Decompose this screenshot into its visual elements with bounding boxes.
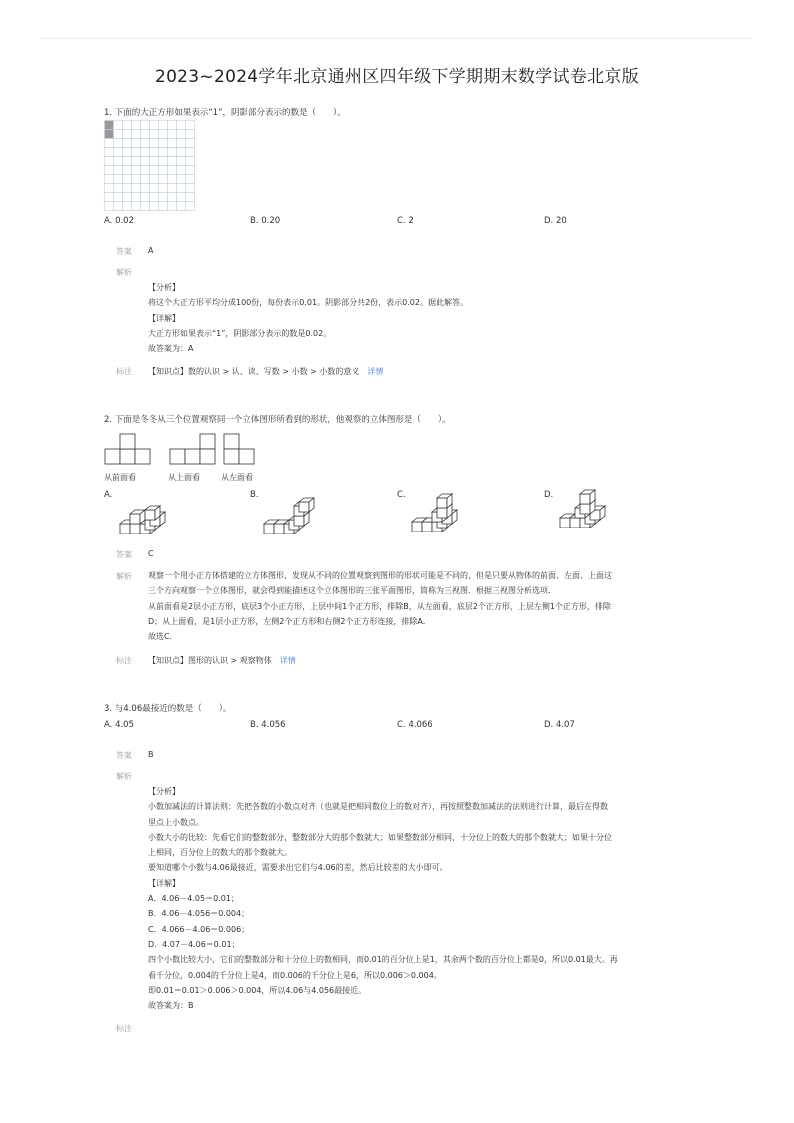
grid-cell <box>114 157 123 166</box>
grid-cell <box>177 193 186 202</box>
q1-option-b[interactable]: B. 0.20 <box>250 216 281 226</box>
grid-cell <box>141 166 150 175</box>
grid-cell <box>168 184 177 193</box>
q2-option-b[interactable]: B. <box>250 490 259 500</box>
grid-cell <box>123 130 132 139</box>
tag-label: 标注 <box>116 656 132 665</box>
analysis-line: 上相同，百分位上的数大的那个数就大。 <box>148 848 292 858</box>
grid-cell <box>177 157 186 166</box>
grid-cell <box>141 148 150 157</box>
shaded-cell <box>105 121 114 130</box>
analysis-line: 大正方形如果表示“1”，阴影部分表示的数是0.02。 <box>148 328 332 338</box>
grid-cell <box>159 157 168 166</box>
q2-option-c[interactable]: C. <box>397 490 406 500</box>
grid-cell <box>186 202 195 211</box>
grid-cell <box>150 193 159 202</box>
q3-option-a[interactable]: A. 4.05 <box>104 720 134 730</box>
grid-cell <box>186 166 195 175</box>
grid-cell <box>123 166 132 175</box>
grid-cell <box>114 193 123 202</box>
detail-link[interactable]: 详情 <box>279 656 296 665</box>
analysis-line: 【详解】 <box>148 878 180 888</box>
answer-label: 答案 <box>116 247 132 256</box>
grid-figure <box>104 120 200 212</box>
cube-face <box>437 498 447 508</box>
grid-cell <box>132 166 141 175</box>
analysis-line: 里点上小数点。 <box>148 817 204 827</box>
analysis-line: D；从上面看，是1层小正方形，左侧2个正方形和右侧2个正方形连接，排除A． <box>148 616 431 626</box>
analysis-line: 故选C． <box>148 632 178 642</box>
answer-value: A <box>148 246 154 255</box>
analysis-line: 要知道哪个小数与4.06最接近，需要求出它们与4.06的差，然后比较差的大小即可。 <box>148 863 448 873</box>
grid-cell <box>159 166 168 175</box>
analysis-line: 故答案为：B <box>148 1001 194 1011</box>
grid-cell <box>141 139 150 148</box>
grid-cell <box>168 157 177 166</box>
analysis-line: 将这个大正方形平均分成100份，每份表示0.01。阴影部分共2份，表示0.02。据此解答。 <box>148 298 468 308</box>
grid-cell <box>186 175 195 184</box>
answer-label: 答案 <box>116 751 132 760</box>
analysis-label: 解析 <box>116 268 132 277</box>
grid-cell <box>123 121 132 130</box>
grid-cell <box>168 121 177 130</box>
grid-cell <box>150 184 159 193</box>
grid-cell <box>123 148 132 157</box>
grid-cell <box>150 121 159 130</box>
grid-cell <box>159 193 168 202</box>
grid-cell <box>177 139 186 148</box>
grid-cell <box>123 193 132 202</box>
grid-cell <box>150 148 159 157</box>
grid-cell <box>132 139 141 148</box>
grid-cell <box>132 130 141 139</box>
grid-cell <box>159 121 168 130</box>
tag-label: 标注 <box>116 367 132 376</box>
grid-cell <box>150 175 159 184</box>
analysis-line: 小数加减法的计算法则：先把各数的小数点对齐（也就是把相同数位上的数对齐），再按照整数加减法的法则进行计算，最后在得数 <box>148 802 608 812</box>
grid-cell <box>168 166 177 175</box>
analysis-line: D．4.07－4.06＝0.01； <box>148 939 240 949</box>
grid-cell <box>168 193 177 202</box>
grid-cell <box>186 193 195 202</box>
analysis-line: 观察一个用小正方体搭建的立方体图形，发现从不同的位置观察到图形的形状可能是不同的，但是只要从物体的前面、左面、上面这 <box>148 571 612 580</box>
grid-cell <box>123 175 132 184</box>
cube-face <box>570 518 580 528</box>
grid-cell <box>150 139 159 148</box>
shaded-cell <box>105 130 114 139</box>
grid-cell <box>132 148 141 157</box>
grid-cell <box>177 166 186 175</box>
grid-cell <box>132 184 141 193</box>
analysis-line: 四个小数比较大小，它们的整数部分和十分位上的数相同，而0.01的百分位上是1，其余两个数的百分位上都是0，所以0.01最大。再 <box>148 955 618 965</box>
grid-cell <box>114 175 123 184</box>
grid-cell <box>132 202 141 211</box>
grid-cell <box>159 139 168 148</box>
analysis-line: 看千分位，0.004的千分位上是4，而0.006的千分位上是6，所以0.006＞0.004。 <box>148 970 442 980</box>
grid-cell <box>141 130 150 139</box>
grid-cell <box>105 175 114 184</box>
analysis-text <box>148 280 678 356</box>
cube-face <box>120 524 130 534</box>
grid-cell <box>177 130 186 139</box>
analysis-line: 故答案为：A <box>148 344 194 354</box>
page-title: 2023~2024学年北京通州区四年级下学期期末数学试卷北京版 <box>154 67 640 87</box>
cube-face <box>130 524 140 534</box>
answer-label: 答案 <box>116 550 132 559</box>
grid-cell <box>114 148 123 157</box>
cube-figure-a <box>114 500 174 534</box>
grid-cell <box>105 157 114 166</box>
tag-label: 标注 <box>116 1024 132 1033</box>
grid-cell <box>105 166 114 175</box>
analysis-line: 【分析】 <box>148 283 180 292</box>
grid-cell <box>150 130 159 139</box>
analysis-line: 小数大小的比较：先看它们的整数部分，整数部分大的那个数就大；如果整数部分相同，十分位上的数大的那个数就大；如果十分位 <box>148 832 612 842</box>
answer-value: B <box>148 750 154 759</box>
cube-face <box>422 522 432 532</box>
view-label-top: 从上面看 <box>168 473 200 482</box>
grid-cell <box>186 148 195 157</box>
q1-option-c[interactable]: C. 2 <box>397 216 414 226</box>
grid-cell <box>123 139 132 148</box>
grid-cell <box>168 175 177 184</box>
grid-cell <box>168 130 177 139</box>
grid-cell <box>186 130 195 139</box>
question-1-stem: 1. 下面的大正方形如果表示“1”，阴影部分表示的数是（ ）。 <box>104 108 346 118</box>
analysis-text <box>148 784 683 1013</box>
grid-cell <box>105 193 114 202</box>
top-divider <box>40 38 754 39</box>
grid-cell <box>159 175 168 184</box>
grid-cell <box>141 121 150 130</box>
analysis-line: 【分析】 <box>148 787 180 796</box>
q2-option-a[interactable]: A. <box>104 490 113 500</box>
grid-cell <box>132 175 141 184</box>
grid-cell <box>177 202 186 211</box>
grid-cell <box>114 130 123 139</box>
grid-cell <box>186 184 195 193</box>
cube-face <box>560 518 570 528</box>
grid-cell <box>105 202 114 211</box>
grid-cell <box>168 139 177 148</box>
cube-face <box>130 514 140 524</box>
q1-option-d[interactable]: D. 20 <box>544 216 567 226</box>
question-3-stem: 3. 与4.06最接近的数是（ ）。 <box>104 704 232 714</box>
grid-cell <box>141 184 150 193</box>
grid-cell <box>159 184 168 193</box>
knowledge-tag: 【知识点】数的认识 > 认、读、写数 > 小数 > 小数的意义 详情 <box>148 367 384 376</box>
answer-value: C <box>148 549 154 558</box>
grid-cell <box>177 148 186 157</box>
grid-cell <box>132 157 141 166</box>
grid-cell <box>159 130 168 139</box>
cube-face <box>580 494 590 504</box>
view-label-front: 从前面看 <box>104 473 136 482</box>
grid-cell <box>177 121 186 130</box>
analysis-line: 【详解】 <box>148 313 180 323</box>
grid-cell <box>114 184 123 193</box>
grid-cell <box>186 121 195 130</box>
grid-cell <box>123 184 132 193</box>
grid-cell <box>177 175 186 184</box>
grid-cell <box>114 166 123 175</box>
analysis-label: 解析 <box>116 572 132 581</box>
grid-cell <box>168 148 177 157</box>
grid-cell <box>105 184 114 193</box>
three-views-figure <box>104 432 264 466</box>
grid-cell <box>123 202 132 211</box>
q3-option-b[interactable]: B. 4.056 <box>250 720 286 730</box>
analysis-line: C．4.066－4.06＝0.006； <box>148 924 250 934</box>
q2-option-d[interactable]: D. <box>544 490 554 500</box>
analysis-text <box>148 568 683 644</box>
grid-cell <box>123 157 132 166</box>
grid-cell <box>186 139 195 148</box>
grid-cell <box>150 157 159 166</box>
cube-face <box>299 502 309 512</box>
grid-cell <box>150 202 159 211</box>
cube-figure-d <box>556 488 620 528</box>
analysis-label: 解析 <box>116 772 132 781</box>
detail-link[interactable]: 详情 <box>367 367 384 376</box>
grid-cell <box>168 202 177 211</box>
grid-cell <box>141 175 150 184</box>
grid-cell <box>105 139 114 148</box>
q3-option-d[interactable]: D. 4.07 <box>544 720 575 730</box>
view-label-left: 从左面看 <box>221 473 253 482</box>
cube-face <box>274 524 284 534</box>
grid-cell <box>150 166 159 175</box>
grid-cell <box>177 184 186 193</box>
cube-face <box>145 510 155 520</box>
cube-figure-c <box>408 488 472 532</box>
analysis-line: 即0.01＝0.01＞0.006＞0.004，所以4.06与4.056最接近。 <box>148 985 367 995</box>
grid-cell <box>114 121 123 130</box>
question-2-stem: 2. 下面是冬冬从三个位置观察同一个立体图形所看到的形状，他观察的立体图形是（ ）。 <box>104 415 451 425</box>
grid-cell <box>141 193 150 202</box>
cube-figure-b <box>260 490 324 534</box>
q3-option-c[interactable]: C. 4.066 <box>397 720 433 730</box>
grid-cell <box>114 202 123 211</box>
analysis-line: 从前面看是2层小正方形，底层3个小正方形，上层中间1个正方形，排除B，从左面看，底层2个正方形，上层左侧1个正方形，排除 <box>148 601 611 611</box>
grid-cell <box>114 139 123 148</box>
cube-face <box>580 504 590 514</box>
grid-cell <box>141 202 150 211</box>
analysis-line: 三个方向观察一个立体图形，就会得到能描述这个立体图形的三张平面图形，简称为三视图．根据三视图分析选项． <box>148 586 556 596</box>
grid-cell <box>105 148 114 157</box>
cube-face <box>437 508 447 518</box>
cube-face <box>412 522 422 532</box>
grid-cell <box>159 202 168 211</box>
cube-face <box>264 524 274 534</box>
grid-cell <box>141 157 150 166</box>
q1-option-a[interactable]: A. 0.02 <box>104 216 134 226</box>
grid-cell <box>132 121 141 130</box>
cube-face <box>294 516 304 526</box>
grid-cell <box>132 193 141 202</box>
grid-cell <box>186 157 195 166</box>
analysis-line: A．4.06－4.05＝0.01； <box>148 894 239 904</box>
analysis-line: B．4.06－4.056＝0.004； <box>148 909 250 919</box>
grid-cell <box>159 148 168 157</box>
knowledge-tag: 【知识点】图形的认识 > 观察物体 详情 <box>148 656 296 665</box>
